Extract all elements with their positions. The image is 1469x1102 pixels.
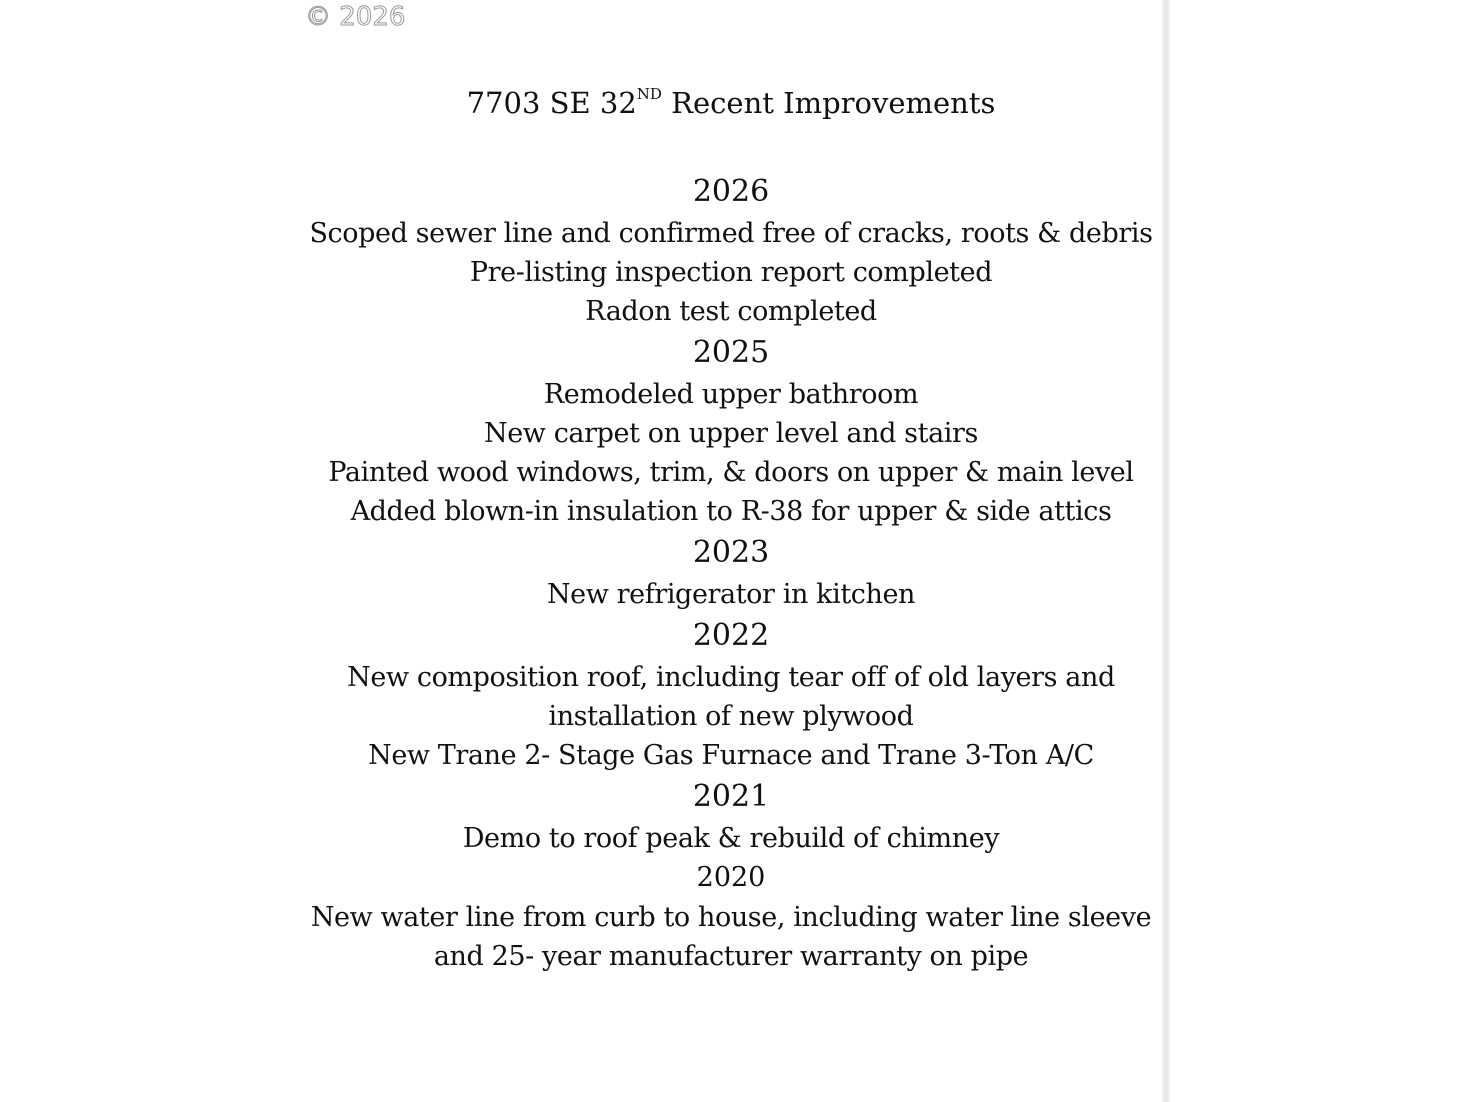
improvement-item: New Trane 2- Stage Gas Furnace and Trane 3-Ton A/C — [368, 740, 1094, 771]
improvement-item: Scoped sewer line and confirmed free of cracks, roots & debris — [309, 218, 1153, 249]
year-heading: 2020 — [696, 862, 766, 893]
improvements-list — [300, 170, 1162, 976]
improvement-item: New water line from curb to house, including water line sleeve — [310, 902, 1152, 933]
page-edge-shadow — [1162, 0, 1170, 1102]
improvement-item: Pre-listing inspection report completed — [469, 257, 993, 288]
improvement-item: Painted wood windows, trim, & doors on upper & main level — [328, 457, 1134, 488]
title-superscript: ND — [636, 85, 662, 103]
year-heading: 2021 — [692, 779, 770, 814]
improvement-item: New refrigerator in kitchen — [546, 579, 916, 610]
improvement-item: New carpet on upper level and stairs — [484, 418, 978, 449]
title-text: Recent Improvements — [661, 86, 996, 120]
improvement-item: and 25- year manufacturer warranty on pipe — [433, 941, 1029, 972]
year-heading: 2025 — [692, 335, 770, 370]
year-heading: 2026 — [692, 174, 770, 209]
improvement-item: Radon test completed — [585, 296, 877, 327]
improvement-item: Added blown-in insulation to R-38 for upper & side attics — [350, 496, 1112, 527]
copyright-watermark: © 2026 — [305, 2, 406, 32]
improvement-item: Remodeled upper bathroom — [543, 379, 919, 410]
improvement-item: Demo to roof peak & rebuild of chimney — [462, 823, 1000, 854]
improvement-item: installation of new plywood — [548, 701, 914, 732]
improvement-item: New composition roof, including tear off of old layers and — [347, 662, 1115, 693]
document-page — [300, 0, 1162, 1102]
year-heading: 2023 — [692, 535, 770, 570]
title-address: 7703 SE 32 — [466, 86, 637, 120]
year-heading: 2022 — [692, 618, 770, 653]
document-title — [300, 86, 1162, 120]
